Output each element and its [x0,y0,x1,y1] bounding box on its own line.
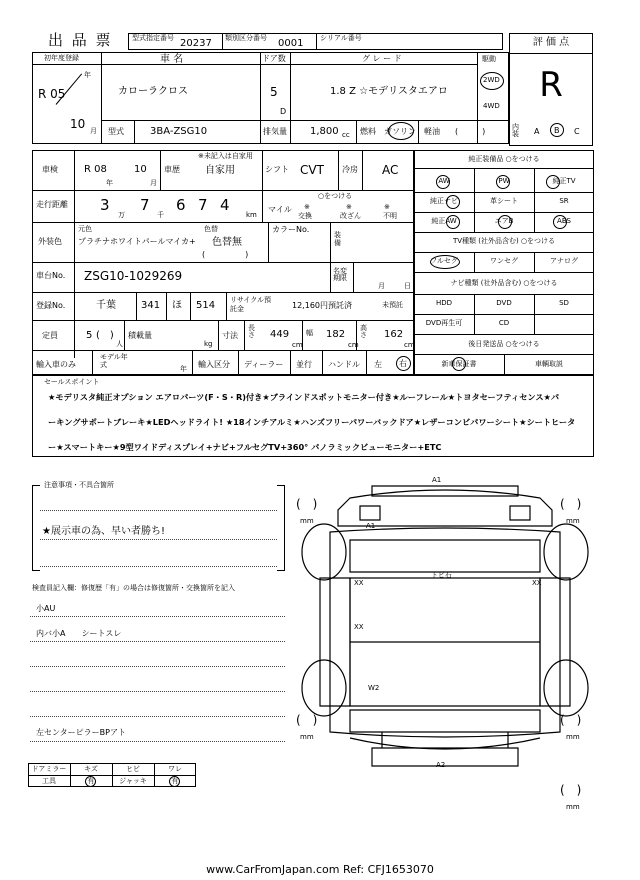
shaken-value: R 08 [84,164,107,175]
front-bumper-shape [372,486,518,496]
diag-w2: W2 [368,684,380,692]
chassis-value: ZSG10-1029269 [84,269,183,283]
legend-crack: ヒビ [126,765,140,773]
legend-jack-have: 有 [171,777,179,785]
tire-spare-bracket: ( ) [560,783,582,797]
doors-label: ドア数 [262,54,286,63]
recycle-unpaid: 未預託 [382,301,403,309]
meter-bullet2: ※ [346,203,352,211]
tire-fl-bracket: ( ) [296,497,318,511]
diag-stone: トビ石 [431,571,452,579]
equip-label: 装 備 [334,231,341,247]
inspector-line-1: 小AU [36,604,56,613]
first-reg-month: 10 [70,117,86,131]
navi-title: ナビ種類 (社外品含む) ○をつける [450,279,558,287]
grade-value: 1.8 Z ☆モデリスタエアロ [330,86,448,97]
name-change-month: 月 [378,282,385,290]
capacity-paren: ( ) [96,330,114,341]
handle-left: 左 [374,360,382,369]
later-warranty: 新車保証書 [441,360,477,368]
tire-spare-mm: mm [566,803,580,811]
name-change-day: 日 [404,282,411,290]
color-value: プラチナホワイトパールマイカ+ [78,237,196,246]
history-label: 車歴 [164,165,180,174]
meter-label: マイル [268,205,292,214]
navi-dvd: DVD [496,299,512,307]
history-value: 自家用 [205,165,235,176]
opt-sr: SR [559,197,569,205]
meter-opt-unknown: 不明 [383,212,397,220]
disp-value: 1,800 [310,126,339,137]
tire-rl-bracket: ( ) [296,713,318,727]
grade-label: グ レ ー ド [362,54,402,63]
rear-glass-shape [350,710,540,732]
car-name-label: 車 名 [160,54,184,65]
capacity-unit: 人 [116,340,123,348]
mileage-sen: 千 [157,211,164,219]
car-name: カローラクロス [118,86,188,97]
opt-pw: PW [498,177,510,185]
cooler-label: 冷房 [342,165,358,174]
notes-text: ★展示車の為、早い者勝ち! [42,526,165,537]
later-title: 後日発送品 ○をつける [468,340,540,348]
score-label: 評 価 点 [532,37,570,48]
drive-2wd: 2WD [483,76,500,84]
tire-rr-mm: mm [566,733,580,741]
meter-opt-tamper: 改ざん [340,212,361,220]
score-value: R [539,65,563,105]
width-unit: cm [348,341,359,349]
import-dealer: ディーラー [244,360,284,369]
tv-title: TV種類 (社外品含む) ○をつける [452,237,556,245]
tire-fl-mm: mm [300,517,314,525]
sales-line-1: ★モデリスタ純正オプション エアロパーツ(F・S・R)付き★ブラインドスポットモニター付き★ルーフレール★トヨタセーフティセンス★パ [48,392,560,402]
meter-note: ○をつける [318,192,353,200]
legend-doormirror: ドアミラー [31,765,67,773]
diag-xx-right: XX [532,579,542,587]
interior-b: B [554,126,560,135]
tv-analog: アナログ [550,257,578,265]
navi-hdd: HDD [435,299,453,307]
capacity-value: 5 [86,330,93,341]
first-reg-era: R 05 [38,87,66,101]
later-manual: 車輌取説 [535,360,563,368]
mileage-d2: 7 [140,196,150,214]
legend-scratch: キズ [84,765,98,773]
wheel-rl-shape [302,660,346,716]
class-code: 0001 [278,38,304,49]
length-value: 449 [270,329,290,340]
sales-line-3: ー★スマートキー★9型ワイドディスプレイ+ナビ+フルセグTV+360° パノラミックビューモニター+ETC [48,442,442,452]
mileage-man: 万 [118,211,125,219]
type-label: 型式 [108,127,124,136]
shaken-month: 10 [134,164,147,175]
doors-value: 5 [270,85,278,99]
load-unit: kg [204,340,213,348]
diag-xx-left: XX [354,579,364,587]
legend-jack: ジャッキ [119,777,147,785]
reg-kana: ほ [172,300,182,311]
diag-xx-mid: XX [354,623,364,631]
tire-rl-mm: mm [300,733,314,741]
shift-label: シフト [265,165,289,174]
interior-label: 内装 [512,123,519,138]
color-change-label: 色替 [204,225,218,233]
recycle-label: リサイクル預託金 [230,296,272,314]
inspector-line-6: 左センターピラーBPアト [36,728,126,737]
diag-a1-top: A1 [432,476,442,484]
wheel-fl-shape [302,524,346,580]
opt-std-tv: 純正TV [552,177,576,185]
navi-dvd-play: DVD再生可 [425,319,463,327]
fuel-diesel-label: 軽油 [424,127,440,136]
width-value: 182 [326,329,346,340]
tire-rr-bracket: ( ) [560,713,582,727]
year-unit: 年 [84,71,91,79]
navi-cd: CD [498,319,510,327]
height-label: 高さ [360,324,367,339]
opt-aw: AW [438,177,450,185]
handle-right: 右 [399,359,407,368]
door-sub: D [280,107,287,116]
windshield-shape [350,540,540,572]
drive-4wd: 4WD [483,102,500,110]
disp-label: 排気量 [263,127,287,136]
notes-label: 注意事項・不具合箇所 [44,481,114,489]
handle-label: ハンドル [328,360,360,369]
model-year-unit: 年 [180,365,187,373]
inspector-line-2: 内バ小A シートスレ [36,629,122,638]
reg-label: 登録No. [36,301,66,310]
legend-tools: 工具 [42,777,56,785]
import-label: 輸入車のみ [36,360,76,369]
shaken-month-unit: 月 [150,179,157,187]
meter-opt-exchange: 交換 [298,212,312,220]
tire-fr-mm: mm [566,517,580,525]
diag-a2: A2 [436,761,446,769]
fuel-label: 燃料 [360,127,376,136]
chassis-label: 車台No. [36,271,66,280]
dims-label: 寸法 [222,331,238,340]
opt-std-navi: 純正ナビ [430,197,458,205]
tire-fr-bracket: ( ) [560,497,582,511]
wheel-rr-shape [544,660,588,716]
type-value: 3BA-ZSG10 [150,126,208,137]
capacity-label: 定員 [42,331,58,340]
month-unit: 月 [90,127,97,135]
opt-leather: 革シート [490,197,518,205]
first-reg-label: 初年度登録 [44,54,79,62]
mileage-d3: 6 [176,196,186,214]
meter-bullet: ※ [304,203,310,211]
form-title: 出 品 票 [48,31,113,49]
name-change-label: 名変期限 [333,267,347,282]
mileage-label: 走行距離 [36,200,68,209]
sales-line-2: ーキングサポートブレーキ★LEDヘッドライト! ★18インチアルミ★ハンズフリーパワーバックドア★レザーコンビパワーシート★シートヒータ [48,417,576,427]
legend-tools-have: 有 [87,777,95,785]
reg-num: 514 [196,300,216,311]
cooler-value: AC [382,163,399,177]
notes-bracket-left [32,485,40,571]
model-code: 20237 [180,38,212,49]
interior-a: A [534,127,540,136]
class-code-label: 類別区分番号 [225,34,267,42]
mileage-d1: 3 [100,196,110,214]
exterior-label: 外装色 [38,237,62,246]
inspector-label: 検査員記入欄：修復歴「有」の場合は修復箇所・交換箇所を記入 [32,584,235,592]
orig-color-label: 元色 [78,225,92,233]
serial-label: シリアル番号 [320,34,362,42]
interior-c: C [574,127,580,136]
length-label: 長さ [248,324,255,339]
load-label: 積載量 [128,331,152,340]
diag-a1-front: A1 [366,522,376,530]
reg-pref: 千葉 [96,300,116,311]
model-code-label: 型式指定番号 [132,34,174,42]
height-unit: cm [404,341,415,349]
drive-label: 駆動 [482,55,496,63]
shift-value: CVT [300,163,324,177]
tv-oneseg: ワンセグ [490,257,518,265]
length-unit: cm [292,341,303,349]
footer-watermark: www.CarFromJapan.com Ref: CFJ1653070 [206,863,434,876]
shaken-year-unit: 年 [106,179,113,187]
opt-airbag: エアB [494,217,514,225]
shaken-label: 車検 [42,165,58,174]
mileage-d5: 4 [220,196,230,214]
mileage-km: km [246,211,257,219]
reg-class: 341 [141,300,161,311]
disp-unit: cc [342,131,350,139]
opt-std-aw: 純正AW [431,217,457,225]
color-paren: ( ) [202,250,249,259]
width-label: 幅 [306,329,313,337]
import-parallel: 並行 [296,360,312,369]
mileage-d4: 7 [198,196,208,214]
recycle-value: 12,160円預託済 [292,301,352,310]
fuel-gasoline: ガソリン [384,127,416,136]
meter-bullet3: ※ [384,203,390,211]
navi-sd: SD [559,299,569,307]
color-no-label: カラーNo. [272,225,310,234]
legend-break: ワレ [168,765,182,773]
opt-abs: ABS [557,217,571,225]
diesel-bracket: ( ) [455,127,486,136]
std-equip-title: 純正装備品 ○をつける [468,155,540,163]
sales-label: セールスポイント [44,378,100,386]
model-year-label: モデル年式 [100,353,128,370]
import-type-label: 輸入区分 [198,360,230,369]
color-change-value: 色替無 [212,237,242,248]
notes-bracket-right [277,485,285,571]
height-value: 162 [384,329,404,340]
history-note: ※未記入は自家用 [198,152,253,160]
tv-fullseg: フルセグ [430,257,458,265]
wheel-fr-shape [544,524,588,580]
